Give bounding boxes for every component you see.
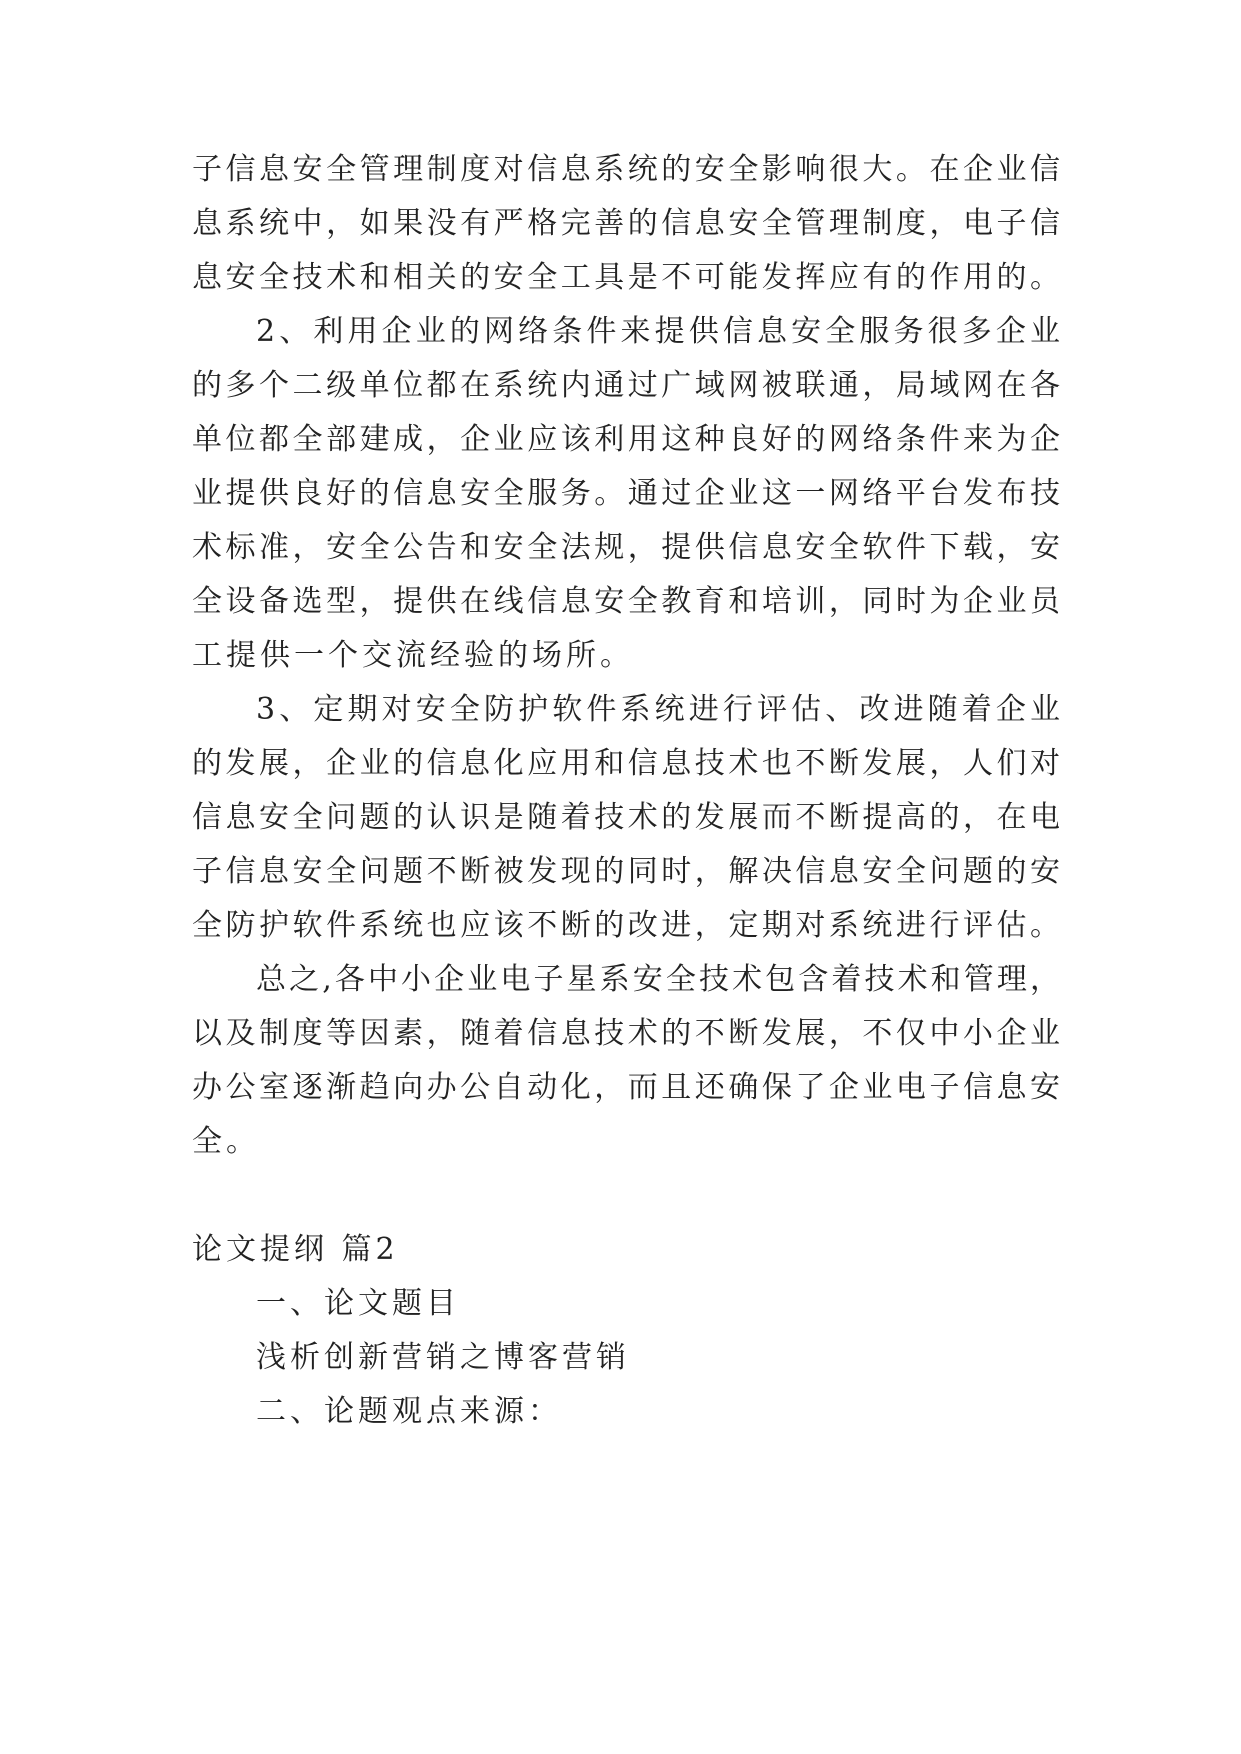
text-line: 息系统中，如果没有严格完善的信息安全管理制度，电子信 [192,206,1060,241]
text-line: 以及制度等因素，随着信息技术的不断发展，不仅中小企业 [192,1016,1060,1051]
text-line: 2、利用企业的网络条件来提供信息安全服务很多企业 [256,314,1060,349]
text-line: 业提供良好的信息安全服务。通过企业这一网络平台发布技 [192,476,1060,511]
text-line: 3、定期对安全防护软件系统进行评估、改进随着企业 [256,692,1060,727]
text-line: 全设备选型，提供在线信息安全教育和培训，同时为企业员 [192,584,1060,619]
text-line: 全。 [192,1124,260,1159]
outline-item: 一、论文题目 [256,1286,460,1321]
text-line: 的发展，企业的信息化应用和信息技术也不断发展，人们对 [192,746,1060,781]
text-line: 术标准，安全公告和安全法规，提供信息安全软件下载，安 [192,530,1060,565]
text-line: 的多个二级单位都在系统内通过广域网被联通，局域网在各 [192,368,1060,403]
text-line: 单位都全部建成，企业应该利用这种良好的网络条件来为企 [192,422,1060,457]
text-line: 工提供一个交流经验的场所。 [192,638,634,673]
text-line: 息安全技术和相关的安全工具是不可能发挥应有的作用的。 [192,260,1060,295]
text-line: 子信息安全问题不断被发现的同时，解决信息安全问题的安 [192,854,1060,889]
text-line: 全防护软件系统也应该不断的改进，定期对系统进行评估。 [192,908,1060,943]
text-line: 办公室逐渐趋向办公自动化，而且还确保了企业电子信息安 [192,1070,1060,1105]
text-line: 信息安全问题的认识是随着技术的发展而不断提高的，在电 [192,800,1060,835]
outline-item: 浅析创新营销之博客营销 [256,1340,630,1375]
text-line: 子信息安全管理制度对信息系统的安全影响很大。在企业信 [192,152,1060,187]
outline-item: 二、论题观点来源： [256,1394,562,1429]
text-line: 总之,各中小企业电子星系安全技术包含着技术和管理， [256,962,1060,997]
section-heading: 论文提纲 篇2 [192,1232,399,1267]
